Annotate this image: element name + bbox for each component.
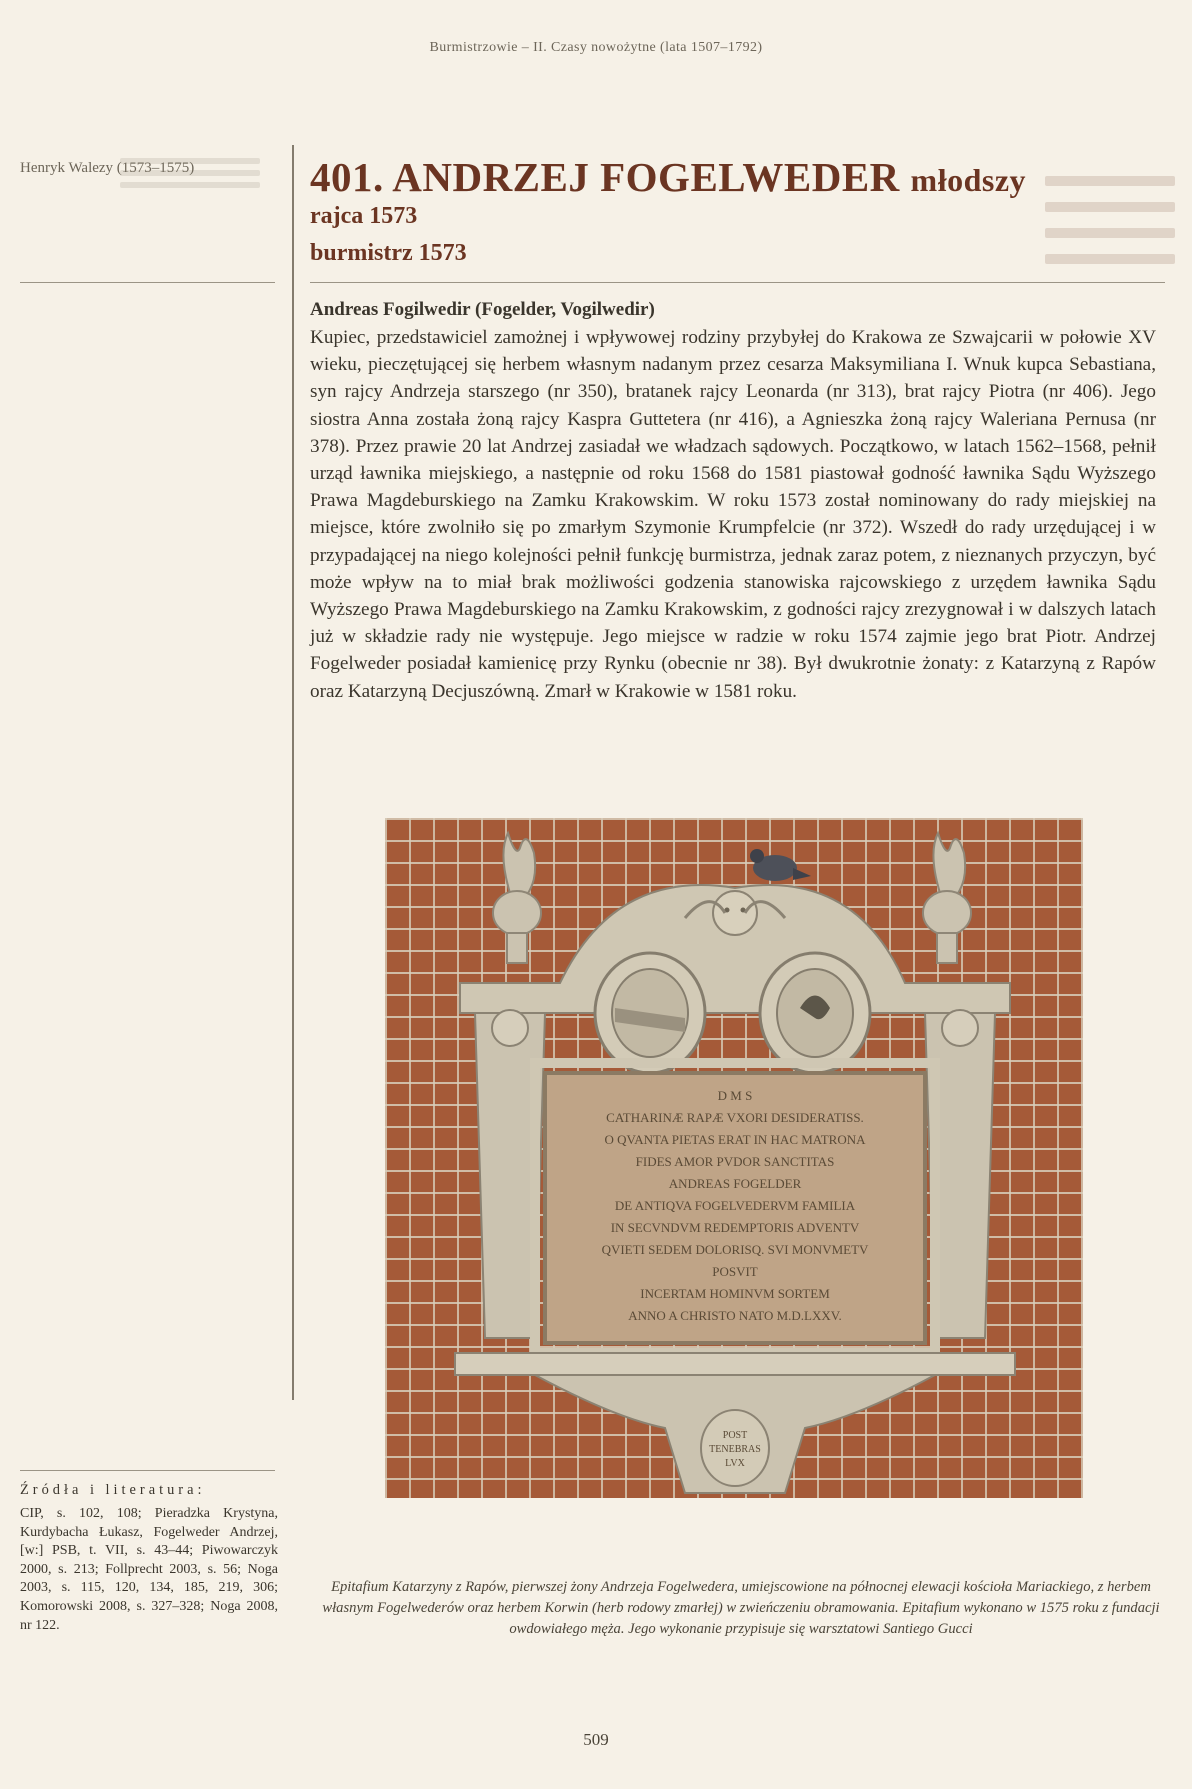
epitaph-inscription-line: QVIETI SEDEM DOLORISQ. SVI MONVMETV [601,1242,869,1257]
sources-heading: Źródła i literatura: [20,1482,206,1498]
epitaph-inscription-line: INCERTAM HOMINVM SORTEM [640,1286,830,1301]
bleed-through-text [120,152,260,212]
entry-title [310,153,1026,201]
epitaph-lower-line: LVX [725,1458,745,1469]
epitaph-inscription-line: FIDES AMOR PVDOR SANCTITAS [635,1154,835,1169]
epitaph-inscription-line: D M S [717,1088,753,1103]
page-number: 509 [583,1730,609,1749]
epitaph-inscription-line: ANDREAS FOGELDER [668,1176,802,1191]
name-variants: Andreas Fogilwedir (Fogelder, Vogilwedir) [310,299,655,320]
entry-title-suffix: młodszy [910,162,1027,198]
column-divider [292,145,294,1400]
epitaph-inscription-line: O QVANTA PIETAS ERAT IN HAC MATRONA [604,1132,866,1147]
epitaph-inscription-line: CATHARINÆ RAPÆ VXORI DESIDERATISS. [606,1110,864,1125]
side-heading: Henryk Walezy (1573–1575) [20,160,195,176]
epitaph-lower-line: POST [722,1430,748,1441]
entry-title-main: 401. ANDRZEJ FOGELWEDER [310,154,900,200]
sources-body: CIP, s. 102, 108; Pieradzka Krystyna, Kurdybacha Łukasz, Fogelweder Andrzej, [w:] PSB, t. VII, s. 43–44; Piwowarczyk 2000, s. 213; Follprecht 2003, s. 56; Noga 2003, s. 115, 120, 134, 185, 219, 306; Komorowski 2008, s. 327–328; Noga 2008, nr 122. [20,1506,278,1633]
side-divider [20,282,275,283]
epitaph-inscription-line: ANNO A CHRISTO NATO M.D.LXXV. [628,1308,842,1323]
epitaph-inscription-line: POSVIT [712,1264,758,1279]
bleed-through-heading [1045,160,1175,280]
epitaph-lower-line: TENEBRAS [709,1444,761,1455]
sources-divider [20,1470,275,1471]
running-head: Burmistrzowie – II. Czasy nowożytne (lata 1507–1792) [429,40,763,55]
epitaph-illustration [385,818,1083,1498]
epitaph-photo [385,818,1083,1498]
epitaph-inscription-line: IN SECVNDVM REDEMPTORIS ADVENTV [610,1220,860,1235]
header-divider [310,282,1165,283]
entry-office-mayor: burmistrz 1573 [310,240,467,266]
figure-caption: Epitafium Katarzyny z Rapów, pierwszej żony Andrzeja Fogelwedera, umiejscowione na północnej elewacji kościoła Mariackiego, z herbem własnym Fogelwederów oraz herbem Korwin (herb rodowy zmarłej) w zwieńczeniu obramowania. Epitafium wykonano w 1575 roku z fundacji owdowiałego męża. Jego wykonanie przypisuje się warsztatowi Santiego Gucci [322,1579,1160,1637]
entry-office-councillor: rajca 1573 [310,203,418,229]
biography-text: Kupiec, przedstawiciel zamożnej i wpływowej rodziny przybyłej do Krakowa ze Szwajcarii w połowie XV wieku, pieczętującej się herbem własnym nadanym przez cesarza Maksymiliana I. Wnuk kupca Sebastiana, syn rajcy Andrzeja starszego (nr 350), bratanek rajcy Leonarda (nr 313), brat rajcy Piotra (nr 406). Jego siostra Anna została żoną rajcy Kaspra Guttetera (nr 416), a Agnieszka żoną rajcy Waleriana Pernusa (nr 378). Przez prawie 20 lat Andrzej zasiadał we władzach sądowych. Początkowo, w latach 1562–1568, pełnił urząd ławnika miejskiego, a następnie od roku 1568 do 1581 piastował godność ławnika Sądu Wyższego Prawa Magdeburskiego na Zamku Krakowskim. W roku 1573 został nominowany do rady miejskiej na miejsce, które zwolniło się po zmarłym Szymonie Krumpfelcie (nr 372). Wszedł do rady urzędującej i w przypadającej na niego kolejności pełnił funkcję burmistrza, jednak zaraz potem, z nieznanych przyczyn, być może wpływ na to miał brak możliwości godzenia stanowiska rajcowskiego z urzędem ławnika Sądu Wyższego Prawa Magdeburskiego na Zamku Krakowskim, z godności rajcy zrezygnował i w dalszych latach już w składzie rady nie występuje. Jego miejsce w radzie w roku 1574 zajmie jego brat Piotr. Andrzej Fogelweder posiadał kamienicę przy Rynku (obecnie nr 38). Był dwukrotnie żonaty: z Katarzyną z Rapów oraz Katarzyną Decjuszówną. Zmarł w Krakowie w 1581 roku. [310,327,1156,702]
epitaph-inscription-line: DE ANTIQVA FOGELVEDERVM FAMILIA [614,1198,856,1213]
